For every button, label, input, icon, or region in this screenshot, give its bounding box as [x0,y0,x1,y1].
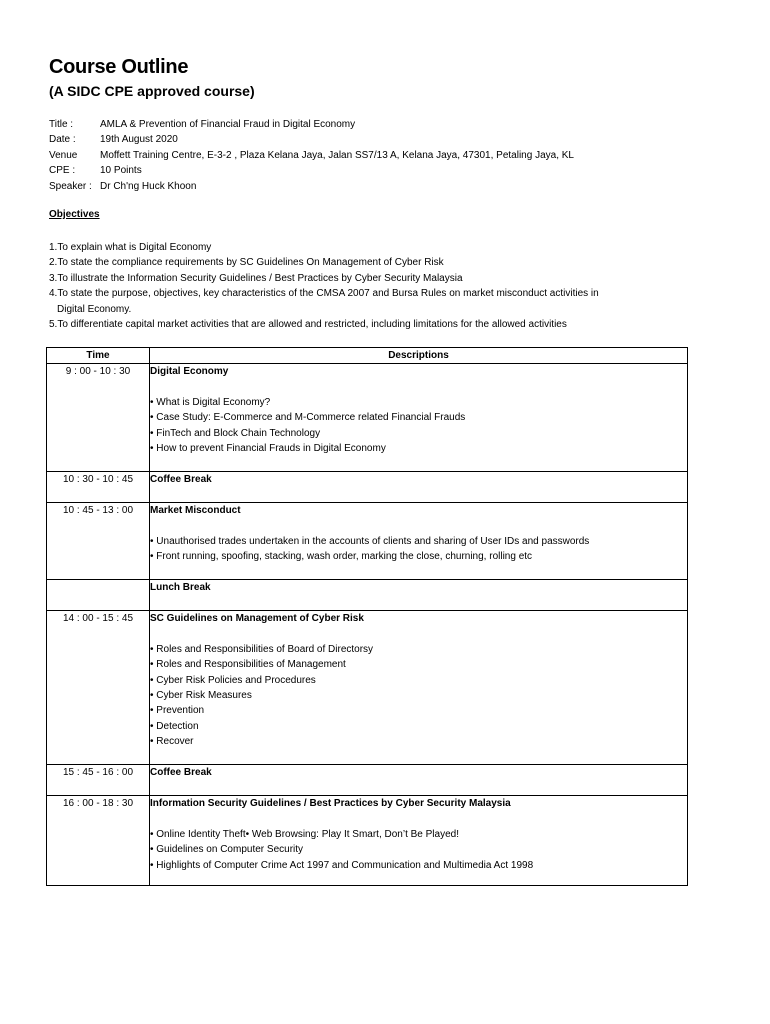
session-description [150,364,688,472]
session-time: 10 : 30 - 10 : 45 [47,472,150,503]
table-row [47,796,688,886]
objective-item: 2.To state the compliance requirements by SC Guidelines On Management of Cyber Risk [49,257,444,269]
detail-row-speaker [49,179,574,194]
session-title: Market Misconduct [150,505,241,516]
topic-item: • Roles and Responsibilities of Management [150,659,346,671]
detail-value: Moffett Training Centre, E-3-2 , Plaza Kelana Jaya, Jalan SS7/13 A, Kelana Jaya, 47301, Petaling Jaya, KL [100,149,574,161]
detail-label: CPE : [49,165,76,177]
session-time: 14 : 00 - 15 : 45 [47,611,150,765]
page-subtitle: (A SIDC CPE approved course) [49,83,255,99]
objective-item: 3.To illustrate the Information Security Guidelines / Best Practices by Cyber Security Malaysia [49,272,463,284]
session-description [150,580,688,611]
table-row [47,611,688,765]
detail-value: 10 Points [100,165,142,177]
session-description [150,796,688,886]
detail-label: Date : [49,134,76,146]
course-details [49,117,574,194]
session-description [150,611,688,765]
detail-value: AMLA & Prevention of Financial Fraud in Digital Economy [100,119,356,130]
table-row [47,472,688,503]
topic-item: • Front running, spoofing, stacking, wash order, marking the close, churning, rolling etc [150,551,533,563]
detail-row-date [49,132,574,147]
objectives-list [49,240,729,332]
session-title: Coffee Break [150,474,212,485]
topic-item: • Highlights of Computer Crime Act 1997 and Communication and Multimedia Act 1998 [150,859,534,871]
detail-value: Dr Ch'ng Huck Khoon [100,180,197,192]
topic-item: • Prevention [150,705,205,717]
detail-row-title [49,117,574,132]
session-time [47,580,150,611]
objective-item: 4.To state the purpose, objectives, key characteristics of the CMSA 2007 and Bursa Rules on market misconduct activities in [49,288,599,300]
session-topics [150,827,687,881]
table-row [47,503,688,580]
session-description [150,765,688,796]
schedule-header-row [47,348,688,364]
topic-item: • Case Study: E-Commerce and M-Commerce related Financial Frauds [150,412,466,424]
session-description [150,472,688,503]
detail-label: Venue [49,149,78,161]
session-title: Digital Economy [150,366,229,377]
topic-item: • Guidelines on Computer Security [150,844,304,856]
time-column-header: Time [47,348,150,364]
topic-item: • Roles and Responsibilities of Board of Directorsy [150,643,374,655]
session-description [150,503,688,580]
objectives-heading: Objectives [49,209,100,220]
topic-item: • Cyber Risk Measures [150,690,252,702]
topic-item: • FinTech and Block Chain Technology [150,427,321,439]
session-topics [150,534,687,573]
table-row [47,364,688,472]
schedule-table [46,347,688,886]
session-topics [150,395,687,465]
session-title: Information Security Guidelines / Best Practices by Cyber Security Malaysia [150,798,511,809]
session-title: SC Guidelines on Management of Cyber Risk [150,613,364,624]
descriptions-column-header: Descriptions [150,348,688,364]
session-time: 9 : 00 - 10 : 30 [47,364,150,472]
objective-item: 5.To differentiate capital market activities that are allowed and restricted, including limitations for the allowed activities [49,319,567,331]
session-time: 15 : 45 - 16 : 00 [47,765,150,796]
objective-item: 1.To explain what is Digital Economy [49,242,212,253]
topic-item: • Cyber Risk Policies and Procedures [150,674,316,686]
detail-value: 19th August 2020 [100,134,178,146]
session-title: Coffee Break [150,767,212,778]
session-time: 10 : 45 - 13 : 00 [47,503,150,580]
session-topics [150,642,687,758]
session-time: 16 : 00 - 18 : 30 [47,796,150,886]
detail-row-venue [49,148,574,163]
topic-item: • Online Identity Theft• Web Browsing: Play It Smart, Don’t Be Played! [150,828,459,840]
topic-item: • Recover [150,736,194,748]
detail-label: Title : [49,119,74,130]
page-title: Course Outline [49,56,189,78]
topic-item: • Detection [150,720,199,732]
topic-item: • What is Digital Economy? [150,396,271,408]
topic-item: • How to prevent Financial Frauds in Digital Economy [150,443,386,455]
session-title: Lunch Break [150,582,211,593]
topic-item: • Unauthorised trades undertaken in the accounts of clients and sharing of User IDs and passwords [150,535,590,547]
detail-row-cpe [49,163,574,178]
table-row [47,580,688,611]
objective-item-continued: Digital Economy. [57,303,132,315]
table-row [47,765,688,796]
detail-label: Speaker : [49,180,92,192]
